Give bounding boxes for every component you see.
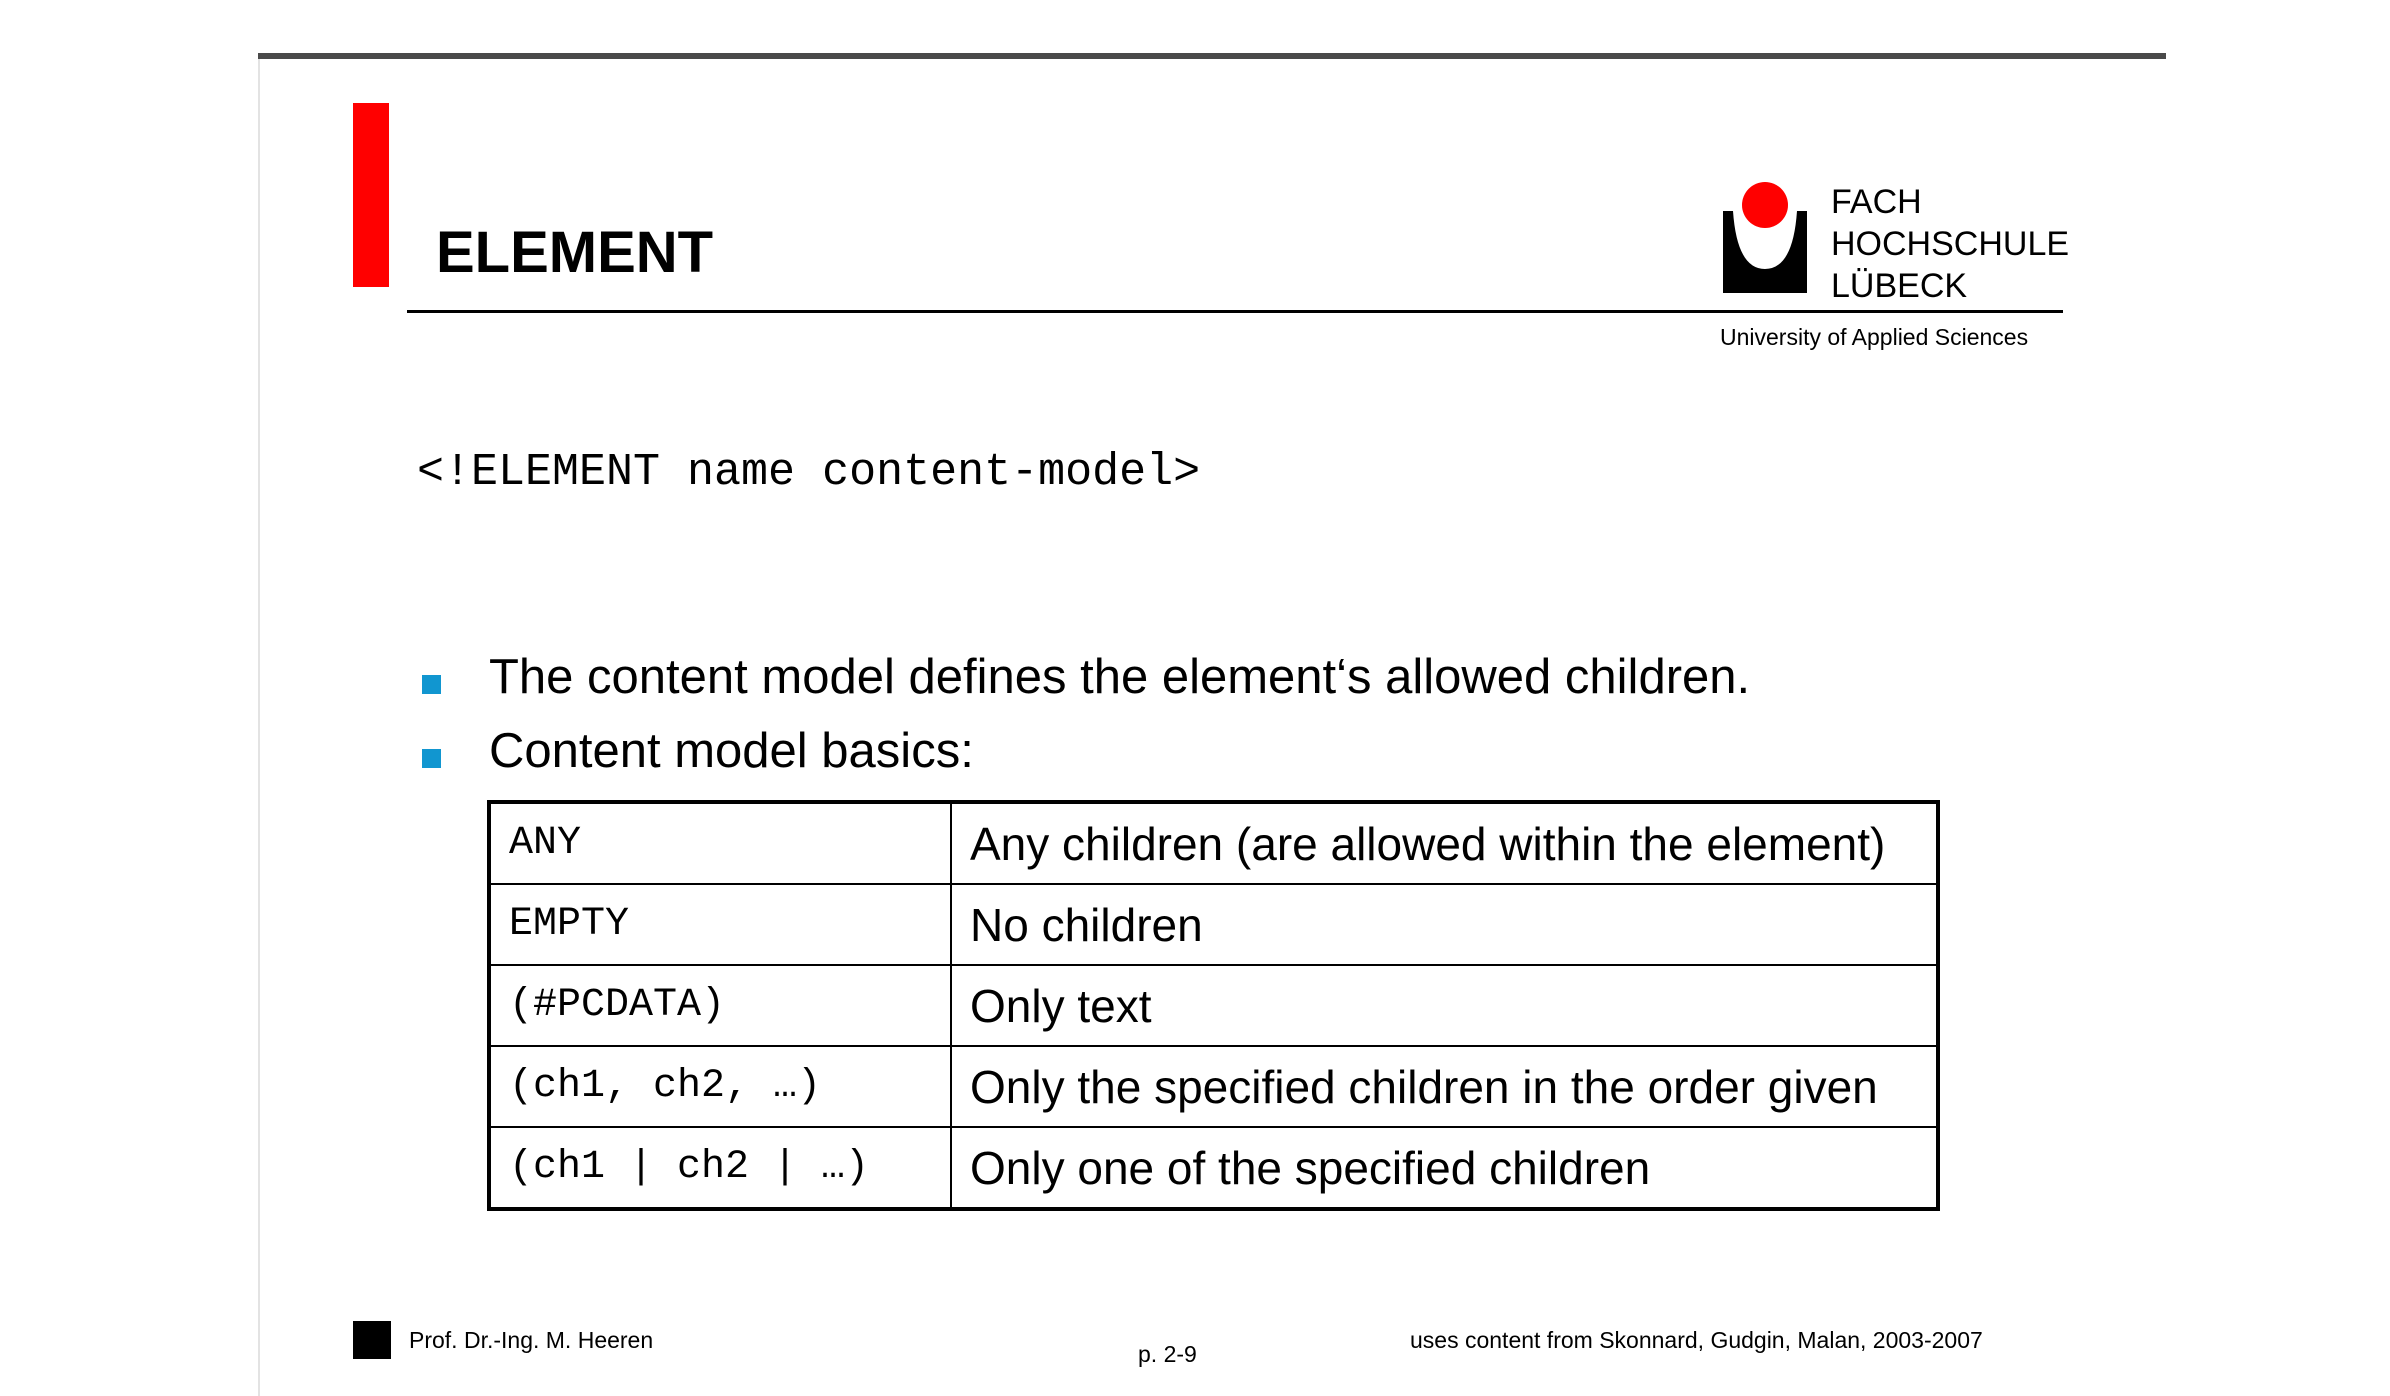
bullet-square-icon (422, 675, 441, 694)
table-row (489, 802, 1938, 884)
logo-line-1: FACH (1831, 183, 1922, 221)
slide-title: ELEMENT (436, 220, 714, 285)
element-syntax: <!ELEMENT name content-model> (417, 447, 1201, 498)
logo-wordmark (1831, 181, 2069, 307)
footer-credit: uses content from Skonnard, Gudgin, Malan, 2003-2007 (1410, 1327, 1983, 1353)
bullet-text: The content model defines the element‘s allowed children. (489, 650, 1751, 704)
university-logo (1723, 181, 2070, 311)
table-cell-description: Only the specified children in the order given (951, 1046, 1938, 1127)
table-cell-description: No children (951, 884, 1938, 965)
table-row (489, 1046, 1938, 1127)
content-model-table (487, 800, 1940, 1211)
title-accent-bar (353, 103, 389, 287)
table-cell-description: Only one of the specified children (951, 1127, 1938, 1209)
logo-line-2: HOCHSCHULE (1831, 225, 2070, 263)
table-row (489, 884, 1938, 965)
table-cell-syntax: (ch1, ch2, …) (489, 1046, 951, 1127)
table-row (489, 965, 1938, 1046)
footer-square-icon (353, 1321, 391, 1359)
table-cell-syntax: (#PCDATA) (489, 965, 951, 1046)
footer-page-number: p. 2-9 (1138, 1341, 1197, 1367)
logo-subtitle: University of Applied Sciences (1720, 324, 2029, 350)
logo-red-circle (1742, 182, 1788, 228)
table-cell-description: Any children (are allowed within the element) (951, 802, 1938, 884)
table-row (489, 1127, 1938, 1209)
bullet-square-icon (422, 749, 441, 768)
bullet-text: Content model basics: (489, 724, 974, 778)
table-cell-syntax: (ch1 | ch2 | …) (489, 1127, 951, 1209)
table-cell-syntax: ANY (489, 802, 951, 884)
table-cell-syntax: EMPTY (489, 884, 951, 965)
logo-emblem-icon (1723, 181, 1807, 293)
slide-page (260, 59, 2166, 1396)
table-cell-description: Only text (951, 965, 1938, 1046)
footer-author: Prof. Dr.-Ing. M. Heeren (409, 1327, 654, 1353)
logo-line-3: LÜBECK (1831, 267, 1968, 305)
